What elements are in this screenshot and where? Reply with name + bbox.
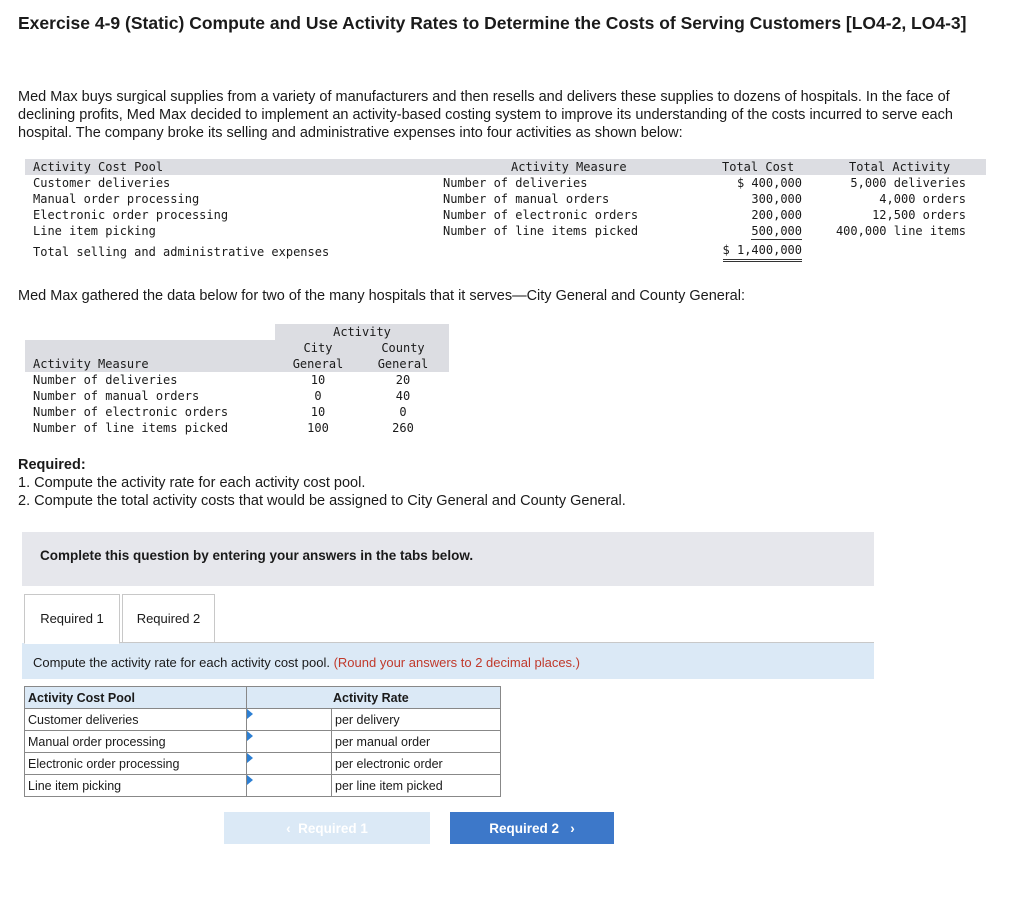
hospital-activity-table [25,324,449,436]
rate-input-deliveries[interactable] [247,709,331,730]
tab-instruction [22,643,874,679]
answer-unit: per manual order [332,731,501,753]
total-label: Total selling and administrative expenses [33,245,330,259]
cost-pool-table [25,159,986,263]
rate-input-electronic-orders[interactable] [247,753,331,774]
pool-cost: $ 400,000 [736,176,802,190]
pool-name: Customer deliveries [33,176,171,190]
measure-name: Number of electronic orders [33,405,229,419]
rate-input-manual-orders[interactable] [247,731,331,752]
table-row [25,709,501,731]
header-row-1 [25,340,449,356]
pool-name: Electronic order processing [33,208,229,222]
city-value: 10 [310,405,326,419]
city-value: 10 [310,373,326,387]
table-row [25,223,986,241]
intro-paragraph: Med Max buys surgical supplies from a variety of manufacturers and then resells and delivers these supplies to dozens of hospitals. In the face of declining profits, Med Max decided to implement an activity-based costing system to improve its understanding of the costs incurred to serve each hospital. The company broke its selling and administrative expenses into four activities as shown below: [18,89,953,141]
group-header-row [25,324,449,340]
table-header-row [25,159,986,175]
header-row-2 [25,356,449,372]
city-value: 0 [314,389,322,403]
table-row [25,175,986,191]
tab-required-1[interactable]: Required 1 [24,594,120,644]
pool-measure: Number of electronic orders [443,208,639,222]
measure-name: Number of manual orders [33,389,200,403]
table-row [25,388,449,404]
pool-name: Manual order processing [33,192,200,206]
answer-unit: per line item picked [332,775,501,797]
table-row [25,775,501,797]
table-row [25,372,449,388]
answer-table [24,686,501,797]
answer-pool: Electronic order processing [25,753,247,775]
county-header-line2: General [377,357,429,371]
pool-measure: Number of line items picked [443,224,639,238]
required-heading: Required: [18,457,86,473]
chevron-left-icon: ‹ [286,820,291,836]
rate-input-line-items[interactable] [247,775,331,796]
pool-measure: Number of manual orders [443,192,610,206]
table-row [25,191,986,207]
prev-button[interactable] [224,812,430,844]
next-label: Required 2 [489,820,559,836]
pool-activity: 12,500 orders [872,208,966,222]
required-item-1: 1. Compute the activity rate for each activity cost pool. [18,475,366,491]
total-cost: $ 1,400,000 [723,241,802,262]
measure-name: Number of line items picked [33,421,229,435]
answer-header-rate: Activity Rate [333,690,409,705]
pool-measure: Number of deliveries [443,176,588,190]
county-value: 40 [395,389,411,403]
pool-cost: 500,000 [751,224,802,238]
required-section [18,456,626,510]
county-value: 0 [399,405,407,419]
header-pool: Activity Cost Pool [33,160,164,174]
tab-required-2[interactable]: Required 2 [122,594,215,644]
pool-cost: 300,000 [751,192,802,206]
city-header-line2: General [292,357,344,371]
next-button[interactable] [450,812,614,844]
required-item-2: 2. Compute the total activity costs that would be assigned to City General and County General. [18,493,626,509]
instruction-text: Compute the activity rate for each activity cost pool. [33,655,330,670]
answer-pool: Manual order processing [25,731,247,753]
answer-unit: per delivery [332,709,501,731]
measure-header: Activity Measure [33,357,149,371]
rounding-note: (Round your answers to 2 decimal places.) [333,655,580,670]
pool-cost: 200,000 [751,208,802,222]
complete-note: Complete this question by entering your answers in the tabs below. [40,548,474,563]
county-header-line1: County [381,341,425,355]
measure-name: Number of deliveries [33,373,178,387]
pool-activity: 4,000 orders [879,192,966,206]
chevron-right-icon: › [570,820,575,836]
total-row [25,241,986,263]
table-row [25,207,986,223]
county-value: 20 [395,373,411,387]
table-row [25,753,501,775]
answer-pool: Line item picking [25,775,247,797]
answer-unit: per electronic order [332,753,501,775]
county-value: 260 [392,421,414,435]
city-value: 100 [307,421,329,435]
table-row [25,404,449,420]
header-cost: Total Cost [722,160,795,174]
activity-group-header: Activity [275,324,449,340]
pool-activity: 400,000 line items [835,224,966,238]
city-header-line1: City [303,341,333,355]
header-measure: Activity Measure [511,160,627,174]
table-row [25,420,449,436]
answer-header-pool: Activity Cost Pool [25,687,247,709]
table-row [25,731,501,753]
gathered-text: Med Max gathered the data below for two of the many hospitals that it serves—City General and County General: [18,288,745,304]
pool-activity: 5,000 deliveries [850,176,966,190]
instructions-banner [22,532,874,586]
prev-label: Required 1 [298,820,368,836]
page-title: Exercise 4-9 (Static) Compute and Use Activity Rates to Determine the Costs of Serving Customers [LO4-2, LO4-3] [18,13,967,33]
header-activity: Total Activity [849,160,951,174]
answer-pool: Customer deliveries [25,709,247,731]
pool-name: Line item picking [33,224,156,238]
